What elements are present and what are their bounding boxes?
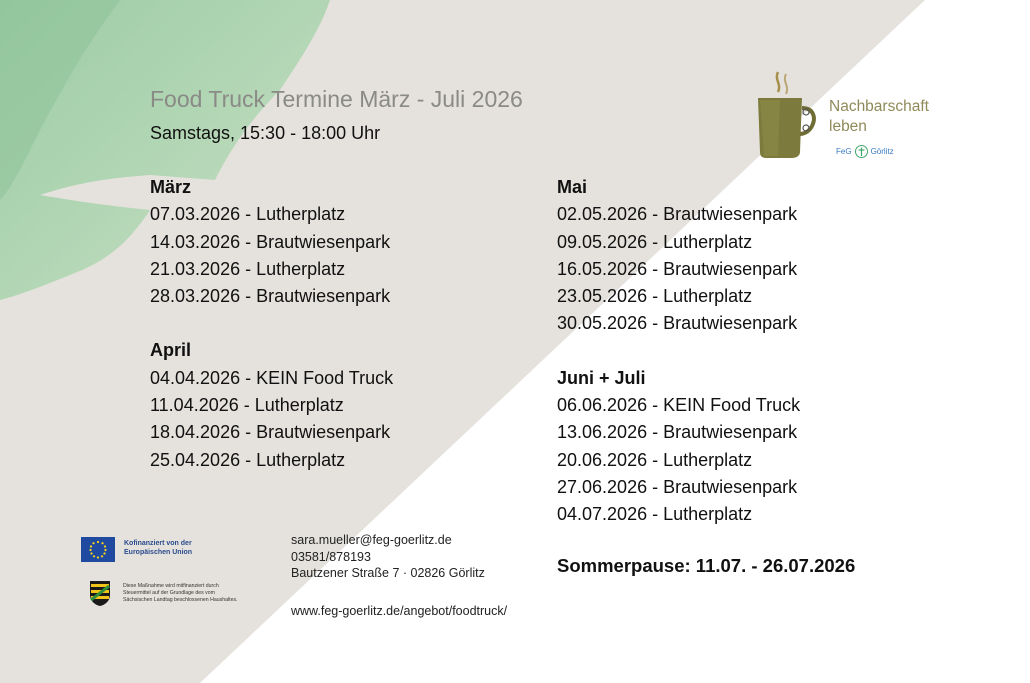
eu-flag-icon	[81, 537, 115, 562]
eu-funding-line: Europäischen Union	[124, 549, 193, 556]
date-entry: 16.05.2026 - Brautwiesenpark	[557, 258, 798, 279]
logo-line-2: leben	[829, 118, 867, 135]
contact-block	[291, 532, 485, 582]
schedule-column-right	[557, 174, 800, 529]
cross-icon	[855, 145, 868, 158]
date-entry: 06.06.2026 - KEIN Food Truck	[557, 395, 801, 416]
saxony-funding-line: Steuermittel auf der Grundlage des vom	[123, 590, 215, 596]
feg-logo	[836, 145, 894, 158]
contact-email[interactable]: sara.mueller@feg-goerlitz.de	[291, 533, 452, 547]
date-entry: 04.07.2026 - Lutherplatz	[557, 504, 753, 525]
saxony-funding-line: Diese Maßnahme wird mitfinanziert durch	[123, 583, 219, 589]
date-entry: 13.06.2026 - Brautwiesenpark	[557, 422, 798, 443]
date-entry: 30.05.2026 - Brautwiesenpark	[557, 313, 798, 334]
date-entry: 27.06.2026 - Brautwiesenpark	[557, 476, 798, 497]
date-entry: 23.05.2026 - Lutherplatz	[557, 286, 753, 307]
goerlitz-label: Görlitz	[870, 147, 894, 156]
date-entry: 11.04.2026 - Lutherplatz	[150, 395, 344, 416]
saxony-funding-line: Sächsischen Landtag beschlossenen Haushaltes.	[123, 597, 238, 603]
logo-line-1: Nachbarschaft	[829, 98, 929, 115]
contact-phone: 03581/878193	[291, 549, 371, 564]
date-entry: 04.04.2026 - KEIN Food Truck	[150, 367, 394, 388]
date-entry: 25.04.2026 - Lutherplatz	[150, 449, 346, 470]
mug-logo-icon	[750, 70, 820, 160]
schedule-column-left	[150, 174, 393, 474]
month-heading: März	[150, 177, 192, 197]
feg-label: FeG	[836, 147, 852, 156]
schedule-time: Samstags, 15:30 - 18:00 Uhr	[150, 123, 381, 143]
date-entry: 14.03.2026 - Brautwiesenpark	[150, 231, 391, 252]
date-entry: 09.05.2026 - Lutherplatz	[557, 231, 753, 252]
eu-funding-line: Kofinanziert von der	[124, 540, 192, 547]
date-entry: 28.03.2026 - Brautwiesenpark	[150, 286, 391, 307]
saxony-coat-of-arms-icon	[89, 580, 111, 607]
date-entry: 20.06.2026 - Lutherplatz	[557, 449, 753, 470]
date-entry: 07.03.2026 - Lutherplatz	[150, 204, 346, 225]
logo-wordmark	[829, 97, 929, 137]
saxony-funding-note	[123, 583, 238, 604]
page-title: Food Truck Termine März - Juli 2026	[150, 86, 523, 112]
summer-break-notice: Sommerpause: 11.07. - 26.07.2026	[557, 555, 856, 576]
contact-address: Bautzener Straße 7 · 02826 Görlitz	[291, 566, 485, 580]
website-link[interactable]: www.feg-goerlitz.de/angebot/foodtruck/	[291, 604, 508, 618]
date-entry: 21.03.2026 - Lutherplatz	[150, 258, 346, 279]
eu-funding-label	[124, 539, 192, 557]
date-entry: 02.05.2026 - Brautwiesenpark	[557, 204, 798, 225]
month-heading: Mai	[557, 177, 588, 197]
month-heading: April	[150, 340, 192, 361]
month-heading: Juni + Juli	[557, 367, 646, 388]
date-entry: 18.04.2026 - Brautwiesenpark	[150, 422, 391, 443]
